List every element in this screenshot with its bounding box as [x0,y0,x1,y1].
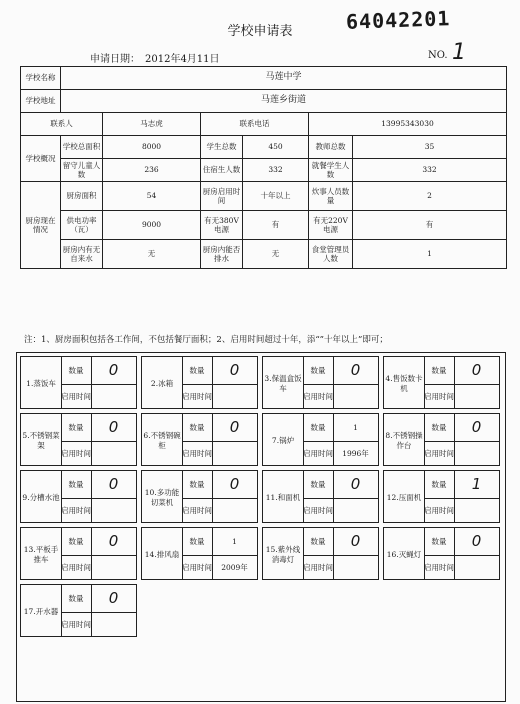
total-area-label: 学校总面积 [61,136,103,159]
equipment-item [383,413,500,466]
equipment-name: 2.冰箱 [150,378,174,388]
equipment-item [20,356,137,409]
equipment-name: 9.分槽水池 [22,492,60,502]
start-time-label: 启用时间 [303,563,333,573]
quantity-label: 数量 [431,479,447,489]
diners-value: 332 [353,159,507,182]
equipment-item [262,470,379,523]
equipment-item [383,527,500,580]
equipment-item [20,584,137,637]
document-number: 64042201 [345,6,451,34]
start-time-label: 启用时间 [303,449,333,459]
v380-label: 有无380V电源 [201,211,243,240]
form-note: 注：1、厨房面积包括各工作间，不包括餐厅面积；2、启用时间超过十年，添“”十年以上”即可； [24,335,388,345]
contact-label: 联系人 [21,113,103,136]
equipment-item [141,470,258,523]
start-time-value [454,555,499,582]
equipment-item [141,413,258,466]
equipment-item [383,470,500,523]
quantity-value: 0 [471,532,482,551]
quantity-label: 数量 [310,365,326,375]
quantity-label: 数量 [68,365,84,375]
quantity-value: 0 [229,475,240,494]
start-time-value [91,612,136,639]
start-time-value [333,555,378,582]
start-time-label: 启用时间 [182,449,212,459]
quantity-label: 数量 [189,536,205,546]
start-time-label: 启用时间 [424,506,454,516]
v220-value: 有 [353,211,507,240]
equipment-name: 11.和面机 [265,492,301,502]
form-title: 学校申请表 [227,24,293,39]
school-address-value: 马莲乡街道 [61,90,507,113]
start-time-value [91,441,136,468]
equipment-name: 8.不锈钢操作台 [385,430,423,450]
quantity-value: 0 [108,418,119,437]
quantity-value: 1 [471,475,482,494]
power-value: 9000 [103,211,201,240]
start-time-value [454,441,499,468]
equipment-item [262,527,379,580]
equipment-name: 5.不锈钢菜架 [22,430,60,450]
quantity-value: 0 [108,361,119,380]
equipment-item [141,527,258,580]
equipment-name: 14.排风扇 [144,549,180,559]
equipment-item [383,356,500,409]
equipment-name: 3.保温盒饭车 [264,373,302,393]
start-time-value [91,555,136,582]
quantity-label: 数量 [431,365,447,375]
start-time-value [91,498,136,525]
start-time-label: 启用时间 [182,563,212,573]
students-value: 450 [243,136,309,159]
quantity-label: 数量 [431,422,447,432]
start-time-value [212,441,257,468]
start-time-label: 启用时间 [61,392,91,402]
phone-label: 联系电话 [201,113,309,136]
boarders-value: 332 [243,159,309,182]
equipment-name: 1.蒸饭车 [26,378,56,388]
equipment-item [20,413,137,466]
quantity-value: 1 [232,536,237,546]
equipment-name: 15.紫外线消毒灯 [265,544,301,564]
start-time-label: 启用时间 [61,563,91,573]
start-time-label: 启用时间 [61,620,91,630]
equipment-name: 17.开水器 [23,606,59,616]
serial-number-handwritten: 1 [452,40,466,65]
quantity-label: 数量 [68,593,84,603]
equipment-item [262,356,379,409]
teachers-label: 教师总数 [309,136,353,159]
quantity-value: 0 [350,532,361,551]
water-label: 厨房内有无自来水 [61,240,103,269]
equipment-item [20,527,137,580]
drain-value: 无 [243,240,309,269]
quantity-value: 0 [229,361,240,380]
quantity-label: 数量 [431,536,447,546]
school-name-value: 马莲中学 [61,67,507,90]
equipment-name: 6.不锈钢碗柜 [143,430,181,450]
equipment-name: 10.多功能切菜机 [144,487,180,507]
students-label: 学生总数 [201,136,243,159]
start-time-label: 启用时间 [424,563,454,573]
quantity-value: 0 [471,418,482,437]
quantity-label: 数量 [189,479,205,489]
quantity-value: 1 [353,422,358,432]
kitchen-area-value: 54 [103,182,201,211]
v380-value: 有 [243,211,309,240]
application-date: 申请日期： 2012年4月11日 [90,54,220,65]
equipment-name: 13.平板手推车 [23,544,59,564]
start-time-value [333,498,378,525]
quantity-value: 0 [471,361,482,380]
start-time-label: 启用时间 [61,449,91,459]
start-time-value: 2009年 [221,563,248,573]
start-time-value [91,384,136,411]
quantity-value: 0 [350,475,361,494]
v220-label: 有无220V电源 [309,211,353,240]
serial-label: NO. [428,50,448,61]
cooks-label: 炊事人员数量 [309,182,353,211]
quantity-label: 数量 [310,479,326,489]
quantity-label: 数量 [189,422,205,432]
left-behind-value: 236 [103,159,201,182]
kitchen-label: 厨房现在情况 [21,182,61,269]
school-info-table [20,66,507,269]
left-behind-label: 留守儿童人数 [61,159,103,182]
kitchen-area-label: 厨房面积 [61,182,103,211]
total-area-value: 8000 [103,136,201,159]
diners-label: 就餐学生人数 [309,159,353,182]
managers-value: 1 [353,240,507,269]
school-address-label: 学校地址 [21,90,61,113]
start-time-label: 启用时间 [303,392,333,402]
drain-label: 厨房内能否排水 [201,240,243,269]
power-label: 供电功率（瓦） [61,211,103,240]
start-time-value [333,384,378,411]
equipment-name: 4.售饭数卡机 [385,373,423,393]
equipment-name: 7.锅炉 [271,435,295,445]
quantity-label: 数量 [310,536,326,546]
start-time-label: 启用时间 [61,506,91,516]
quantity-value: 0 [229,418,240,437]
start-time-label: 启用时间 [424,449,454,459]
start-time-label: 启用时间 [182,392,212,402]
equipment-name: 16.灭蝇灯 [386,549,422,559]
equipment-item [262,413,379,466]
start-time-value: 1996年 [342,449,369,459]
quantity-value: 0 [108,475,119,494]
quantity-value: 0 [350,361,361,380]
start-time-value [454,498,499,525]
equipment-item [20,470,137,523]
kitchen-time-value: 十年以上 [243,182,309,211]
quantity-value: 0 [108,532,119,551]
contact-value: 马志虎 [103,113,201,136]
equipment-name: 12.压面机 [386,492,422,502]
teachers-value: 35 [353,136,507,159]
quantity-label: 数量 [310,422,326,432]
kitchen-time-label: 厨房启用时间 [201,182,243,211]
start-time-value [212,498,257,525]
equipment-item [141,356,258,409]
quantity-label: 数量 [68,479,84,489]
start-time-label: 启用时间 [303,506,333,516]
water-value: 无 [103,240,201,269]
boarders-label: 住宿生人数 [201,159,243,182]
phone-value: 13995343030 [309,113,507,136]
cooks-value: 2 [353,182,507,211]
start-time-label: 启用时间 [424,392,454,402]
start-time-value [212,384,257,411]
quantity-label: 数量 [68,422,84,432]
overview-label: 学校概况 [21,136,61,182]
school-name-label: 学校名称 [21,67,61,90]
managers-label: 食堂管理员人数 [309,240,353,269]
start-time-value [454,384,499,411]
start-time-label: 启用时间 [182,506,212,516]
quantity-value: 0 [108,589,119,608]
quantity-label: 数量 [189,365,205,375]
quantity-label: 数量 [68,536,84,546]
